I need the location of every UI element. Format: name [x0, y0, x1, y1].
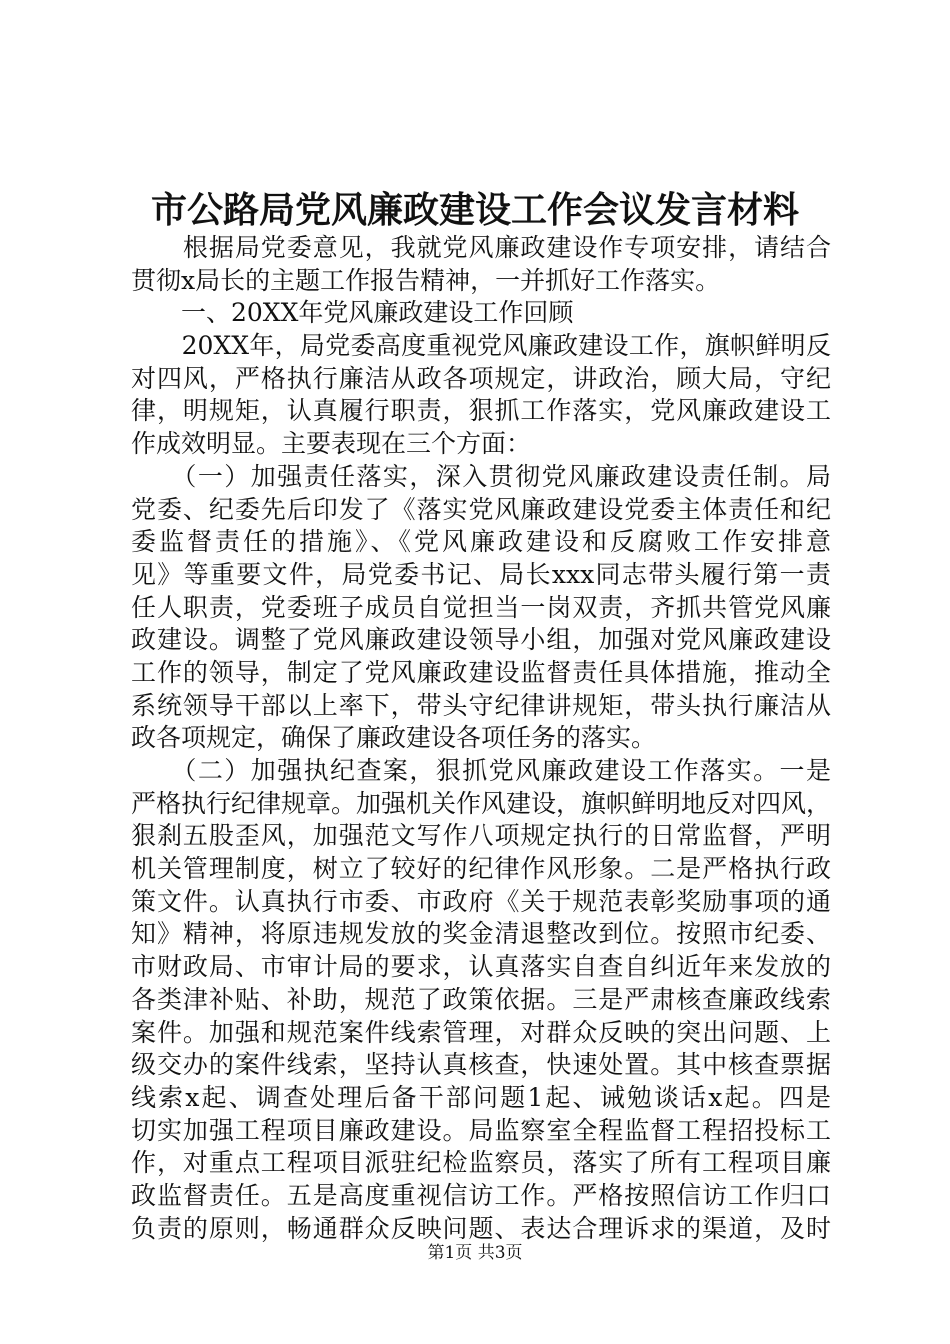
- body-line: 策文件。认真执行市委、市政府《关于规范表彰奖励事项的通: [131, 886, 831, 916]
- body-line: 市财政局、市审计局的要求，认真落实自查自纠近年来发放的: [131, 952, 831, 982]
- body-line: 作成效明显。主要表现在三个方面：: [131, 429, 532, 459]
- page-number-footer: 第1页 共3页: [427, 1243, 523, 1263]
- body-line: 20XX年，局党委高度重视党风廉政建设工作，旗帜鲜明反: [131, 331, 831, 361]
- body-line: 委监督责任的措施》、《党风廉政建设和反腐败工作安排意: [131, 527, 831, 557]
- body-line: 负责的原则，畅通群众反映问题、表达合理诉求的渠道，及时: [131, 1213, 831, 1243]
- body-line: 党委、纪委先后印发了《落实党风廉政建设党委主体责任和纪: [131, 494, 831, 524]
- body-line: 一、20XX年党风廉政建设工作回顾: [131, 298, 574, 328]
- body-line: 律，明规矩，认真履行职责，狠抓工作落实，党风廉政建设工: [131, 396, 831, 426]
- body-line: （一）加强责任落实，深入贯彻党风廉政建设责任制。局: [131, 461, 831, 491]
- body-line: 政建设。调整了党风廉政建设领导小组，加强对党风廉政建设: [131, 625, 831, 655]
- body-line: 作，对重点工程项目派驻纪检监察员，落实了所有工程项目廉: [131, 1148, 831, 1178]
- body-line: 根据局党委意见，我就党风廉政建设作专项安排，请结合: [131, 233, 831, 262]
- body-line: 贯彻x局长的主题工作报告精神，一并抓好工作落实。: [131, 265, 721, 295]
- body-line: 政监督责任。五是高度重视信访工作。严格按照信访工作归口: [131, 1180, 831, 1210]
- body-line: 机关管理制度，树立了较好的纪律作风形象。二是严格执行政: [131, 854, 831, 884]
- document-body: [131, 232, 831, 1245]
- body-line: 工作的领导，制定了党风廉政建设监督责任具体措施，推动全: [131, 657, 831, 687]
- body-line: 切实加强工程项目廉政建设。局监察室全程监督工程招投标工: [131, 1115, 831, 1145]
- body-line: 狠刹五股歪风，加强范文写作八项规定执行的日常监督，严明: [131, 821, 831, 851]
- body-line: 各类津补贴、补助，规范了政策依据。三是严肃核查廉政线索: [131, 984, 831, 1014]
- body-line: 见》等重要文件，局党委书记、局长xxx同志带头履行第一责: [131, 559, 831, 589]
- body-line: （二）加强执纪查案，狠抓党风廉政建设工作落实。一是: [131, 756, 831, 785]
- body-line: 知》精神，将原违规发放的奖金清退整改到位。按照市纪委、: [131, 919, 831, 949]
- body-line: 案件。加强和规范案件线索管理，对群众反映的突出问题、上: [131, 1017, 831, 1047]
- document-title: 市公路局党风廉政建设工作会议发言材料: [150, 189, 799, 231]
- body-line: 线索x起、调查处理后备干部问题1起、诫勉谈话x起。四是: [131, 1082, 831, 1112]
- body-line: 对四风，严格执行廉洁从政各项规定，讲政治，顾大局，守纪: [131, 363, 831, 393]
- body-line: 严格执行纪律规章。加强机关作风建设，旗帜鲜明地反对四风，: [131, 788, 832, 818]
- body-line: 系统领导干部以上率下，带头守纪律讲规矩，带头执行廉洁从: [131, 690, 831, 720]
- body-line: 级交办的案件线索，坚持认真核查，快速处置。其中核查票据: [131, 1050, 831, 1080]
- body-line: 政各项规定，确保了廉政建设各项任务的落实。: [131, 723, 657, 753]
- body-line: 任人职责，党委班子成员自觉担当一岗双责，齐抓共管党风廉: [131, 592, 831, 622]
